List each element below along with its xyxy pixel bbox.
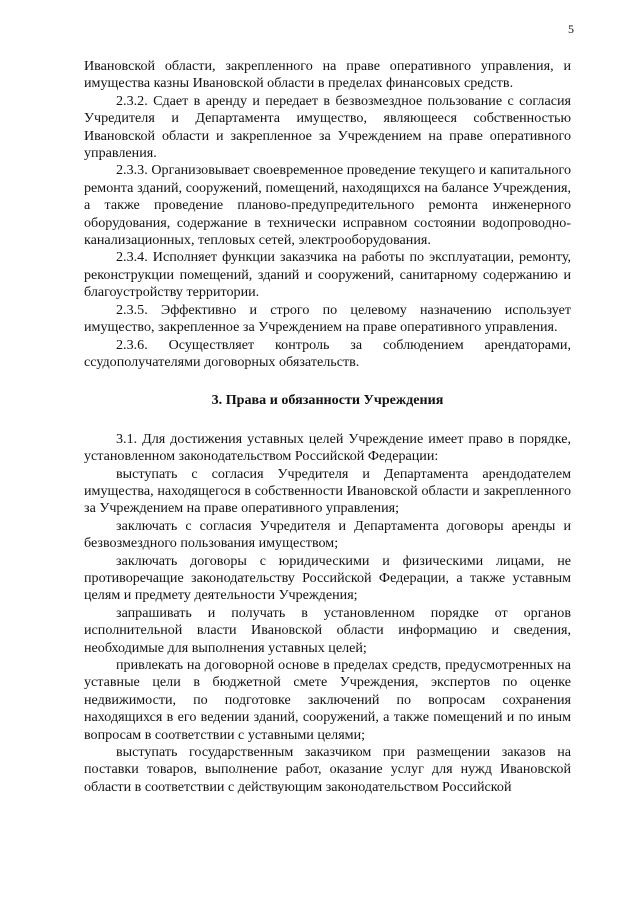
list-item-engage-experts: привлекать на договорной основе в пределах средств, предусмотренных на уставные цели в бюджетной смете Учреждения, экспертов по оценке недвижимости, по подготовке заключений по вопросам сохранения находящихся в его ведении зданий, сооружений, а также помещений и по иным вопросам в соответствии с уставными целями; [84,657,571,743]
section-heading: 3. Права и обязанности Учреждения [211,392,444,409]
document-body [84,58,571,796]
list-item-lessor: выступать с согласия Учредителя и Департамента арендодателем имущества, находящегося в собственности Ивановской области и закрепленного за Учреждением на праве оперативного управления; [84,465,571,517]
paragraph-2-3-6: 2.3.6. Осуществляет контроль за соблюдением арендаторами, ссудополучателями договорных обязательств. [84,336,571,370]
paragraph-2-3-3: 2.3.3. Организовывает своевременное проведение текущего и капитального ремонта зданий, сооружений, помещений, находящихся на балансе Учреждения, а также проведение планово-предупредительного ремонта инженерного оборудования, содержание в технически исправном состоянии водопроводно-канализационных, тепловых сетей, электрооборудования. [84,162,571,249]
paragraph-2-3-5: 2.3.5. Эффективно и строго по целевому назначению использует имущество, закрепленное за Учреждением на праве оперативного управления. [84,301,571,336]
page-number: 5 [568,22,574,36]
list-item-state-customer: выступать государственным заказчиком при размещении заказов на поставки товаров, выполнение работ, оказание услуг для нужд Ивановской области в соответствии с действующим законодательством Российской [84,744,571,795]
paragraph-2-3-2: 2.3.2. Сдает в аренду и передает в безвозмездное пользование с согласия Учредителя и Департамента имущество, являющееся собственностью Ивановской области и закрепленное за Учреждением на праве оперативного управления. [84,92,571,162]
list-item-lease-contracts: заключать с согласия Учредителя и Департамента договоры аренды и безвозмездного пользования имуществом; [84,517,571,552]
paragraph-2-3-4: 2.3.4. Исполняет функции заказчика на работы по эксплуатации, ремонту, реконструкции помещений, зданий и сооружений, санитарному содержанию и благоустройству территории. [84,249,571,301]
paragraph-continuation: Ивановской области, закрепленного на праве оперативного управления, и имущества казны Ивановской области в пределах финансовых средств. [84,58,571,92]
list-item-contracts: заключать договоры с юридическими и физическими лицами, не противоречащие законодательству Российской Федерации, а также уставным целям и предмету деятельности Учреждения; [84,552,571,604]
list-item-request-info: запрашивать и получать в установленном порядке от органов исполнительной власти Ивановской области информацию и сведения, необходимые для выполнения уставных целей; [84,604,571,656]
paragraph-3-1: 3.1. Для достижения уставных целей Учреждение имеет право в порядке, установленном законодательством Российской Федерации: [84,430,571,465]
